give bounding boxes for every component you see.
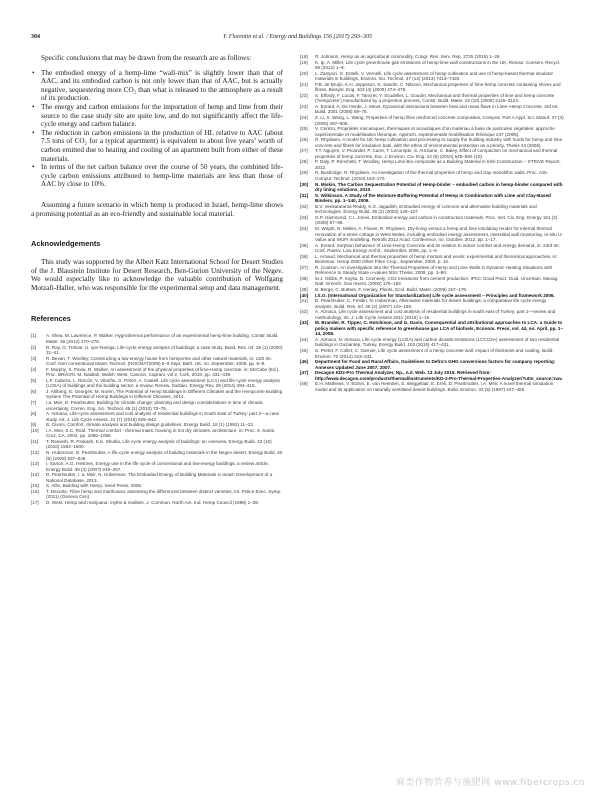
reference-text: I.A. Meir, S.C. Roaf, Thermal comfort - thermal mass: housing in hot dry climates, architecture, in: Proc. 9, Santa Cruz, CA, 2002, pp. 1050–1055.: [46, 427, 275, 439]
reference-item: [300, 82, 564, 93]
reference-text: L. Arnaud, Mechanical and thermal properties of hemp mortars and wools: experimental and theoretical approaches, in: Bioresour. Hemp 2000 Other Fibre Crop., September, 2000, p. 10.: [315, 253, 558, 265]
reference-number: [17]: [31, 499, 39, 505]
reference-item: [300, 159, 564, 170]
reference-text: N. Miskin, The Carbon Sequestration Potential of Hemp-binder – embodied carbon in hemp-binder compared with dry lining solutions, 2010.: [315, 181, 563, 193]
reference-item: [300, 226, 564, 243]
conclusion-item: • In terms of the net carbon balance over the course of 50 years, the combined life-cycle carbon emissions attributed to hemp-lime materials are less than those of AAC by close to 10%.: [31, 163, 283, 189]
reference-text: F. Murphy, S. Pavia, R. Walker, An assessment of the physical properties of lime-Hemp concrete, in: McCabe (Ed.), Proc. BRI/CRI. M. Naallah, Walsh, West, Cannon, Caprani, vol 2, Cork, 2010, pp. 431–439.: [46, 366, 280, 378]
reference-number: [39]: [300, 286, 308, 292]
reference-number: [42]: [300, 309, 308, 315]
reference-text: A. Shea, M. Lawrence, P. Walker, Hygrothermal performance of an experimental hemp-lime building, Constr. Build. Mater. 36 (2012) 270–275.: [46, 333, 279, 345]
reference-number: [43]: [300, 320, 309, 326]
reference-item: [300, 309, 564, 320]
reference-item: [31, 378, 283, 389]
reference-number: [44]: [300, 336, 308, 342]
reference-number: [31]: [300, 192, 309, 198]
reference-number: [6]: [31, 388, 37, 394]
reference-number: [45]: [300, 347, 308, 353]
reference-number: [4]: [31, 366, 37, 372]
page-number: 304: [31, 34, 40, 40]
reference-item: [300, 320, 564, 337]
acknowledgements-heading: Acknowledgements: [31, 239, 101, 249]
reference-item: [300, 204, 564, 215]
reference-text: B. Givoni, Comfort, climate analysis and building design guidelines, Energy Build. 18 (1) (1992) 11–23.: [46, 422, 255, 428]
reference-number: [23]: [300, 103, 308, 109]
reference-item: [31, 439, 283, 450]
reference-item: [31, 333, 283, 344]
reference-number: [14]: [31, 472, 39, 478]
reference-number: [22]: [300, 92, 308, 98]
reference-number: [9]: [31, 422, 37, 428]
reference-number: [12]: [31, 449, 39, 455]
reference-number: [29]: [300, 170, 308, 176]
reference-number: [30]: [300, 181, 309, 187]
reference-number: [13]: [31, 461, 39, 467]
reference-text: D. West, Hemp and marijuana: myths & realities, J. Commun. North Am. Ind. Hemp Council (1998) 1–28.: [46, 499, 260, 505]
reference-text: R. Rhydwen, A model for UK hemp cultivation and processing to supply the building industry with hurds for hemp and lime concrete and fibres for insulation bats, with the ethos of environmental protection as a priority, Thesis 44 (2006).: [315, 137, 563, 148]
conclusions-list: [31, 69, 283, 189]
reference-text: A. Evrard, Sorption behaviour of Lime-Hemp Concrete and its relation to indoor comfort and energy demand, in: 23rd Int. Conf. Passiv. Low Energy Archit., September, 2006, pp. 1–6.: [315, 242, 560, 254]
reference-text: S. Allin, Building with Hemp, Seed Press, 2005.: [46, 483, 143, 489]
closing-paragraph: Assuming a future scenario in which hemp is produced in Israel, hemp-lime shows a promising potential as an eco-friendly and sustainable local material.: [31, 200, 283, 218]
reference-item: [300, 104, 564, 115]
reference-item: [300, 265, 564, 276]
reference-number: [47]: [300, 370, 309, 376]
reference-item: [31, 461, 283, 472]
reference-number: [26]: [300, 137, 308, 143]
acknowledgements-text: This study was supported by the Albert Katz International School for Desert Studies of the J. Blaustein Institute for Desert Research, Ben-Gurion University of the Negev. We would especially like to acknowledge the valuable contribution of Wolfgang Motzafi-Haller, who was responsible for the experimental setup and data management.: [31, 258, 283, 292]
conclusions-intro: Specific conclusions that may be drawn from the research are as follows:: [41, 54, 252, 62]
reference-text: Z. Li, X. Wang, L. Wang, Properties of hemp fibre reinforced concrete composites, Compos. Part A Appl. Sci. Manuf. 37 (3) (2006) 497–505.: [315, 115, 564, 126]
reference-number: [10]: [31, 427, 39, 433]
reference-text: R. Johnson, Hemp as an agricultural commodity, Congr. Res. Serv. Rep. 2725 (2015) 1–29.: [315, 54, 501, 59]
reference-text: S. Elfordy, F. Lucas, F. Tancret, Y. Scudeller, L. Goudet, Mechanical and thermal properties of lime and hemp concrete (‘hempcrete’) manufactured by a projection process, Constr. Build. Mater. 22 (10) (2008) 2116–2123.: [315, 92, 555, 104]
reference-item: [300, 93, 564, 104]
reference-list-left: [31, 333, 283, 505]
reference-text: J. Ahlberg, E. Georges, M. Norén, The Potential of Hemp Buildings in Different Climates and the Hempcrete Building System The Potential of Hemp Buildings in Different Climates, 2014.: [46, 388, 283, 400]
reference-item: [300, 170, 564, 181]
reference-item: [300, 348, 564, 359]
reference-number: [25]: [300, 126, 308, 132]
conclusion-item: • The reduction in carbon emissions in the production of HL relative to AAC (about 7.5 tons of CO₂ for a typical apartment) is equivalent to about five years’ worth of carbon emitted due to heating and cooling of an apartment built from either of these materials.: [31, 129, 283, 163]
reference-number: [34]: [300, 225, 308, 231]
watermark: 麻类作物营养与施肥网 www.fibercrops.cn: [395, 778, 585, 788]
reference-item: [300, 337, 564, 348]
reference-number: [32]: [300, 203, 308, 209]
reference-text: I. Sartori, A.G. Hestnes, Energy use in the life cycle of conventional and low-energy buildings: a review article, Energy Build. 39 (3) (2007) 249–257.: [46, 461, 269, 472]
reference-number: [40]: [300, 292, 309, 298]
reference-number: [24]: [300, 115, 308, 121]
reference-number: [46]: [300, 359, 309, 365]
reference-item: [31, 472, 283, 483]
reference-text: M. Wright, N. Miskin, A. Flower, R. Rhydwen, Dry-lining versus a hemp and lime insulating render for internal thermal renovation of a stone cottage in West Wales, including embodied energy assessment, interstitial wall monitoring, In-situ U-Value and WUFI modelling, Retrofit 2012 Acad. Conference, no. October, 2012, pp. 1–17.: [315, 225, 563, 243]
reference-item: [300, 182, 564, 193]
reference-item: [300, 193, 564, 204]
reference-text: T. Ramesh, R. Prakash, K.K. Shukla, Life cycle energy analysis of buildings: an overview, Energy Build. 42 (10) (2010) 1592–1600.: [46, 438, 272, 450]
reference-number: [20]: [300, 70, 308, 76]
reference-number: [2]: [31, 344, 37, 350]
reference-number: [1]: [31, 333, 37, 339]
reference-item: [300, 60, 564, 71]
reference-text: M.J. Gibbs, P. Soyka, D. Conneely, CO2 emissions from cement production, IPCC Good Pract. Guid. Uncertain. Manag. Natl. Greenh. Gas Invent. (2000) 175–182.: [315, 275, 559, 287]
reference-list-right: [300, 54, 564, 392]
reference-item: [300, 137, 564, 148]
reference-number: [27]: [300, 148, 308, 154]
reference-number: [5]: [31, 377, 37, 383]
reference-item: [31, 411, 283, 422]
left-column: [31, 54, 283, 505]
reference-text: A. Evrard, A. De Herde, J. Minet, Dynamical interactions between heat and mass flows in Lime–Hemp Concrete, 3rd Int. Build. 2001 (2006) 69–76.: [315, 103, 559, 115]
reference-item: [300, 71, 564, 82]
reference-item: [31, 489, 283, 500]
reference-item: [300, 298, 564, 309]
reference-number: [15]: [31, 483, 39, 489]
reference-number: [18]: [300, 54, 308, 59]
reference-number: [16]: [31, 488, 39, 494]
reference-text: D. Pearlmutter, I. a. Meir, N. Huberman, The Embodied Energy of Building Materials in Israel: Development of a National Database, 2013.: [46, 472, 273, 483]
reference-item: [31, 356, 283, 367]
reference-text: A. Atmaca, Life-cycle assessment and cost analysis of residential buildings in South East of Turkey: part 2—a case study, Int. J. Life Cycle Assess. 21 (7) (2016) 925–942.: [46, 411, 280, 422]
reference-item: [31, 500, 283, 506]
reference-text: Decagon KD2-Pro Thermal Analyzer, Np., n.d. Web. 13 July 2015. Retrieved from: http://www.decagon.com/products/thermal/instruments/KD-2-Pro-Thermal-Properties-Analyzer/?utm_source=nav.: [315, 370, 563, 381]
reference-text: T.T. Nguyen, V. Picandet, P. Carre, T. Lecompte, S. Amziane, C. Baley, Effect of compaction on mechanical and thermal properties of hemp concrete, Eur. J. Environ. Civ. Eng. 14 (5) (2010) 545–560 (10).: [315, 148, 558, 159]
reference-text: D. Pearlmutter, C. Freidin, N. Huberman, Alternative materials for desert buildings: a comparative life cycle energy analysis, Build. Res. Inf. 35 (2) (2007) 144–155.: [315, 298, 547, 309]
reference-item: [31, 389, 283, 400]
reference-item: [300, 276, 564, 287]
reference-item: [300, 359, 564, 370]
reference-text: R. Busbridge, R. Rhydwen, An investigation of the thermal properties of hemp and clay monolithic walls, Proc. Adv. Comput. Technol. (2010) 163–170.: [315, 170, 548, 182]
running-header: [31, 34, 564, 44]
reference-number: [8]: [31, 411, 37, 417]
reference-text: Department for Food and Rural Affairs, Guidelines to Defra’s GHG conversions factors for company reporting: Annexes Updated June 2007, 2007.: [315, 359, 556, 370]
reference-number: [48]: [300, 381, 308, 387]
reference-text: L.F. Cabeza, L. Rincón, V. Vilariño, G. Pérez, A. Castell, Life cycle assessment (LCA) and life cycle energy analysis (LCEA) of buildings and the building sector: a review, Renew. Sustain. Energy Rev. 29 (2014) 394–416.: [46, 377, 280, 389]
reference-text: A. Atmaca, Life cycle assessment and cost analysis of residential buildings in south east of Turkey: part 1—review and methodology, Int. J. Life Cycle Assess 2011 (2016) 1–16.: [315, 309, 556, 320]
reference-number: [33]: [300, 214, 308, 220]
reference-text: I.S.O. (International Organization for Standardization) Life cycle assessment – Principles and framework 2006.: [315, 292, 555, 298]
reference-number: [11]: [31, 438, 39, 444]
reference-item: [300, 370, 564, 381]
reference-number: [36]: [300, 253, 308, 259]
reference-text: T. Decorte, Fibre hemp and marihuana: assessing the differences between distinct varieties, Int. Police Exec. Symp. (2011) (Geneva Cen).: [46, 488, 282, 500]
reference-text: A. Atmaca, N. Atmaca, Life cycle energy (LCEA) and carbon dioxide emissions (LCCO2A) assessment of two residential buildings in Gaziantep, Turkey, Energy Build. 102 (2015) 417–431.: [315, 336, 560, 348]
conclusion-item: • The energy and carbon emissions for the importation of hemp and lime from their source to the case study site are quite low, and do not significantly affect the life-cycle energy and carbon balance.: [31, 103, 283, 129]
reference-item: [31, 450, 283, 461]
reference-item: [300, 243, 564, 254]
reference-item: [300, 381, 564, 392]
reference-number: [21]: [300, 81, 308, 87]
reference-text: M. Brander, R. Tipper, C. Hutchison, and G. Davis, Consequential and attributional approaches to LCA: a Guide to policy makers with specific reference to greenhouse gas LCA of biofuels, Econom. Press, vol. 44, no. April, pp. 1–14, 2008.: [315, 320, 564, 337]
references-heading: References: [31, 314, 71, 324]
reference-item: [300, 254, 564, 265]
reference-text: S. Wilkinson, A Study of the Moisture Buffering Potential of Hemp in Combination with Lime and Clay-Based Binders, pp. 1–140, 2009.: [315, 192, 551, 204]
reference-text: K. Ip, A. Miller, Life cycle greenhouse gas emissions of hemp-lime wall constructions in the UK, Resour. Conserv. Recycl. 69 (2012) 1–9.: [315, 59, 561, 71]
journal-citation: Y. Florentin et al. / Energy and Buildings 156 (2017) 293–305: [223, 34, 372, 40]
reference-item: [31, 345, 283, 356]
reference-number: [7]: [31, 400, 37, 406]
conclusion-item: • The embodied energy of a hemp-lime “wall-mix” is slightly lower than that of AAC, and its embodied carbon is not only lower than that of AAC, but is actually negative, sequestering more CO₂ than what is released to the atmosphere as a result of its production.: [31, 69, 283, 103]
reference-text: E.H. Mathews, V. Etzion, E. van Heerden, S. Weggelaar, E. Ereli, D. Pearlmutter, I.A. Meir, A novel thermal simulation model and its application on naturally ventilated desert buildings, Build. Environ. 32 (5) (1997) 447–456.: [315, 381, 554, 392]
reference-text: P.B. de Bruijn, K.H. Jeppsson, K. Sandin, C. Nilsson, Mechanical properties of lime-hemp concrete containing shives and fibres, Biosyst. Eng. 103 (4) (2009) 474–479.: [315, 81, 561, 93]
reference-text: V. Cérézo, Propriétés mécaniques, thermiques et acoustiques d’un matériau à base de particules végétales: approche expérimentale et modélisation théorique, Approch. expérimentale modélisation théorique 247 (2005).: [315, 126, 555, 137]
reference-text: R. Ray, G. Treloar, U. Iyer-Raniga, Life-cycle energy analysis of buildings: a case study, Build. Res. Inf. 28 (1) (2000) 31–41.: [46, 344, 283, 356]
reference-item: [31, 367, 283, 378]
reference-item: [31, 400, 283, 411]
right-column: [300, 54, 564, 392]
reference-number: [37]: [300, 264, 308, 270]
reference-text: R. Coulson, An investigation into the Thermal Properties of Hemp and Lime Walls in Dynamic Heating Situations with Reference to Steady State u-values MSc Thesis, 2009, pp. 1–90.: [315, 264, 553, 276]
reference-item: [300, 215, 564, 226]
reference-text: P. Daly, P. Ronchetti, T. Woolley, Hemp Lime Bio-composite as a Building Material in Irish Construction – STRIVE Report, 2012.: [315, 159, 561, 170]
reference-text: L. Zampori, G. Dotelli, V. Vernelli, Life cycle assessment of hemp cultivation and use of hemp-based thermal insulator materials in buildings, Environ. Sci. Technol. 47 (13) (2013) 7413–7420.: [315, 70, 554, 82]
reference-number: [35]: [300, 242, 308, 248]
reference-text: G.P. Hammond, C.I. Jones, Embodied energy and carbon in construction materials, Proc. Inst. Civ. Eng. Energy 161 (2) (2008) 87–98.: [315, 214, 558, 226]
reference-item: [31, 428, 283, 439]
reference-item: [300, 115, 564, 126]
reference-text: I.a. Meir, D. Pearlmutter, Building for climate change: planning and design considerations in time of climatic uncertainty, Correo. Eng. Sci. Technol. 45 (1) (2010) 70–75.: [46, 400, 264, 411]
reference-item: [300, 126, 564, 137]
reference-text: N. Huberman, D. Pearlmutter, A life-cycle energy analysis of building materials in the Negev desert, Energy Build. 40 (5) (2008) 837–848.: [46, 449, 283, 461]
reference-number: [38]: [300, 275, 308, 281]
reference-text: R. Bevan, T. Woolley, Constructing a low energy house from hempcrete and other natural materials, in: 11th Int. Conf. Non-conventional Mater. Technol. (NOCMAT2009) 6–9 Sept. Bath. UK, no. September, 2009, pp. 6–9.: [46, 355, 272, 367]
reference-text: B.V. Venkatarama Reddy, K.S. Jagadish, Embodied energy of common and alternative building materials and technologies, Energy Build. 35 (2) (2003) 129–137.: [315, 203, 537, 215]
reference-item: [300, 148, 564, 159]
reference-text: S. Pretot, F. Collet, C. Garnier, Life cycle assessment of a hemp concrete wall: impact of thickness and coating, Build. Environ. 72 (2014) 223–231.: [315, 347, 554, 359]
reference-number: [3]: [31, 355, 37, 361]
reference-number: [41]: [300, 298, 308, 304]
reference-number: [28]: [300, 159, 308, 165]
reference-text: B. Berge, C. Butters, F. Henley, Plants, Ecol. Build. Mater. (2009) 157–179.: [315, 286, 468, 292]
reference-number: [19]: [300, 59, 308, 65]
